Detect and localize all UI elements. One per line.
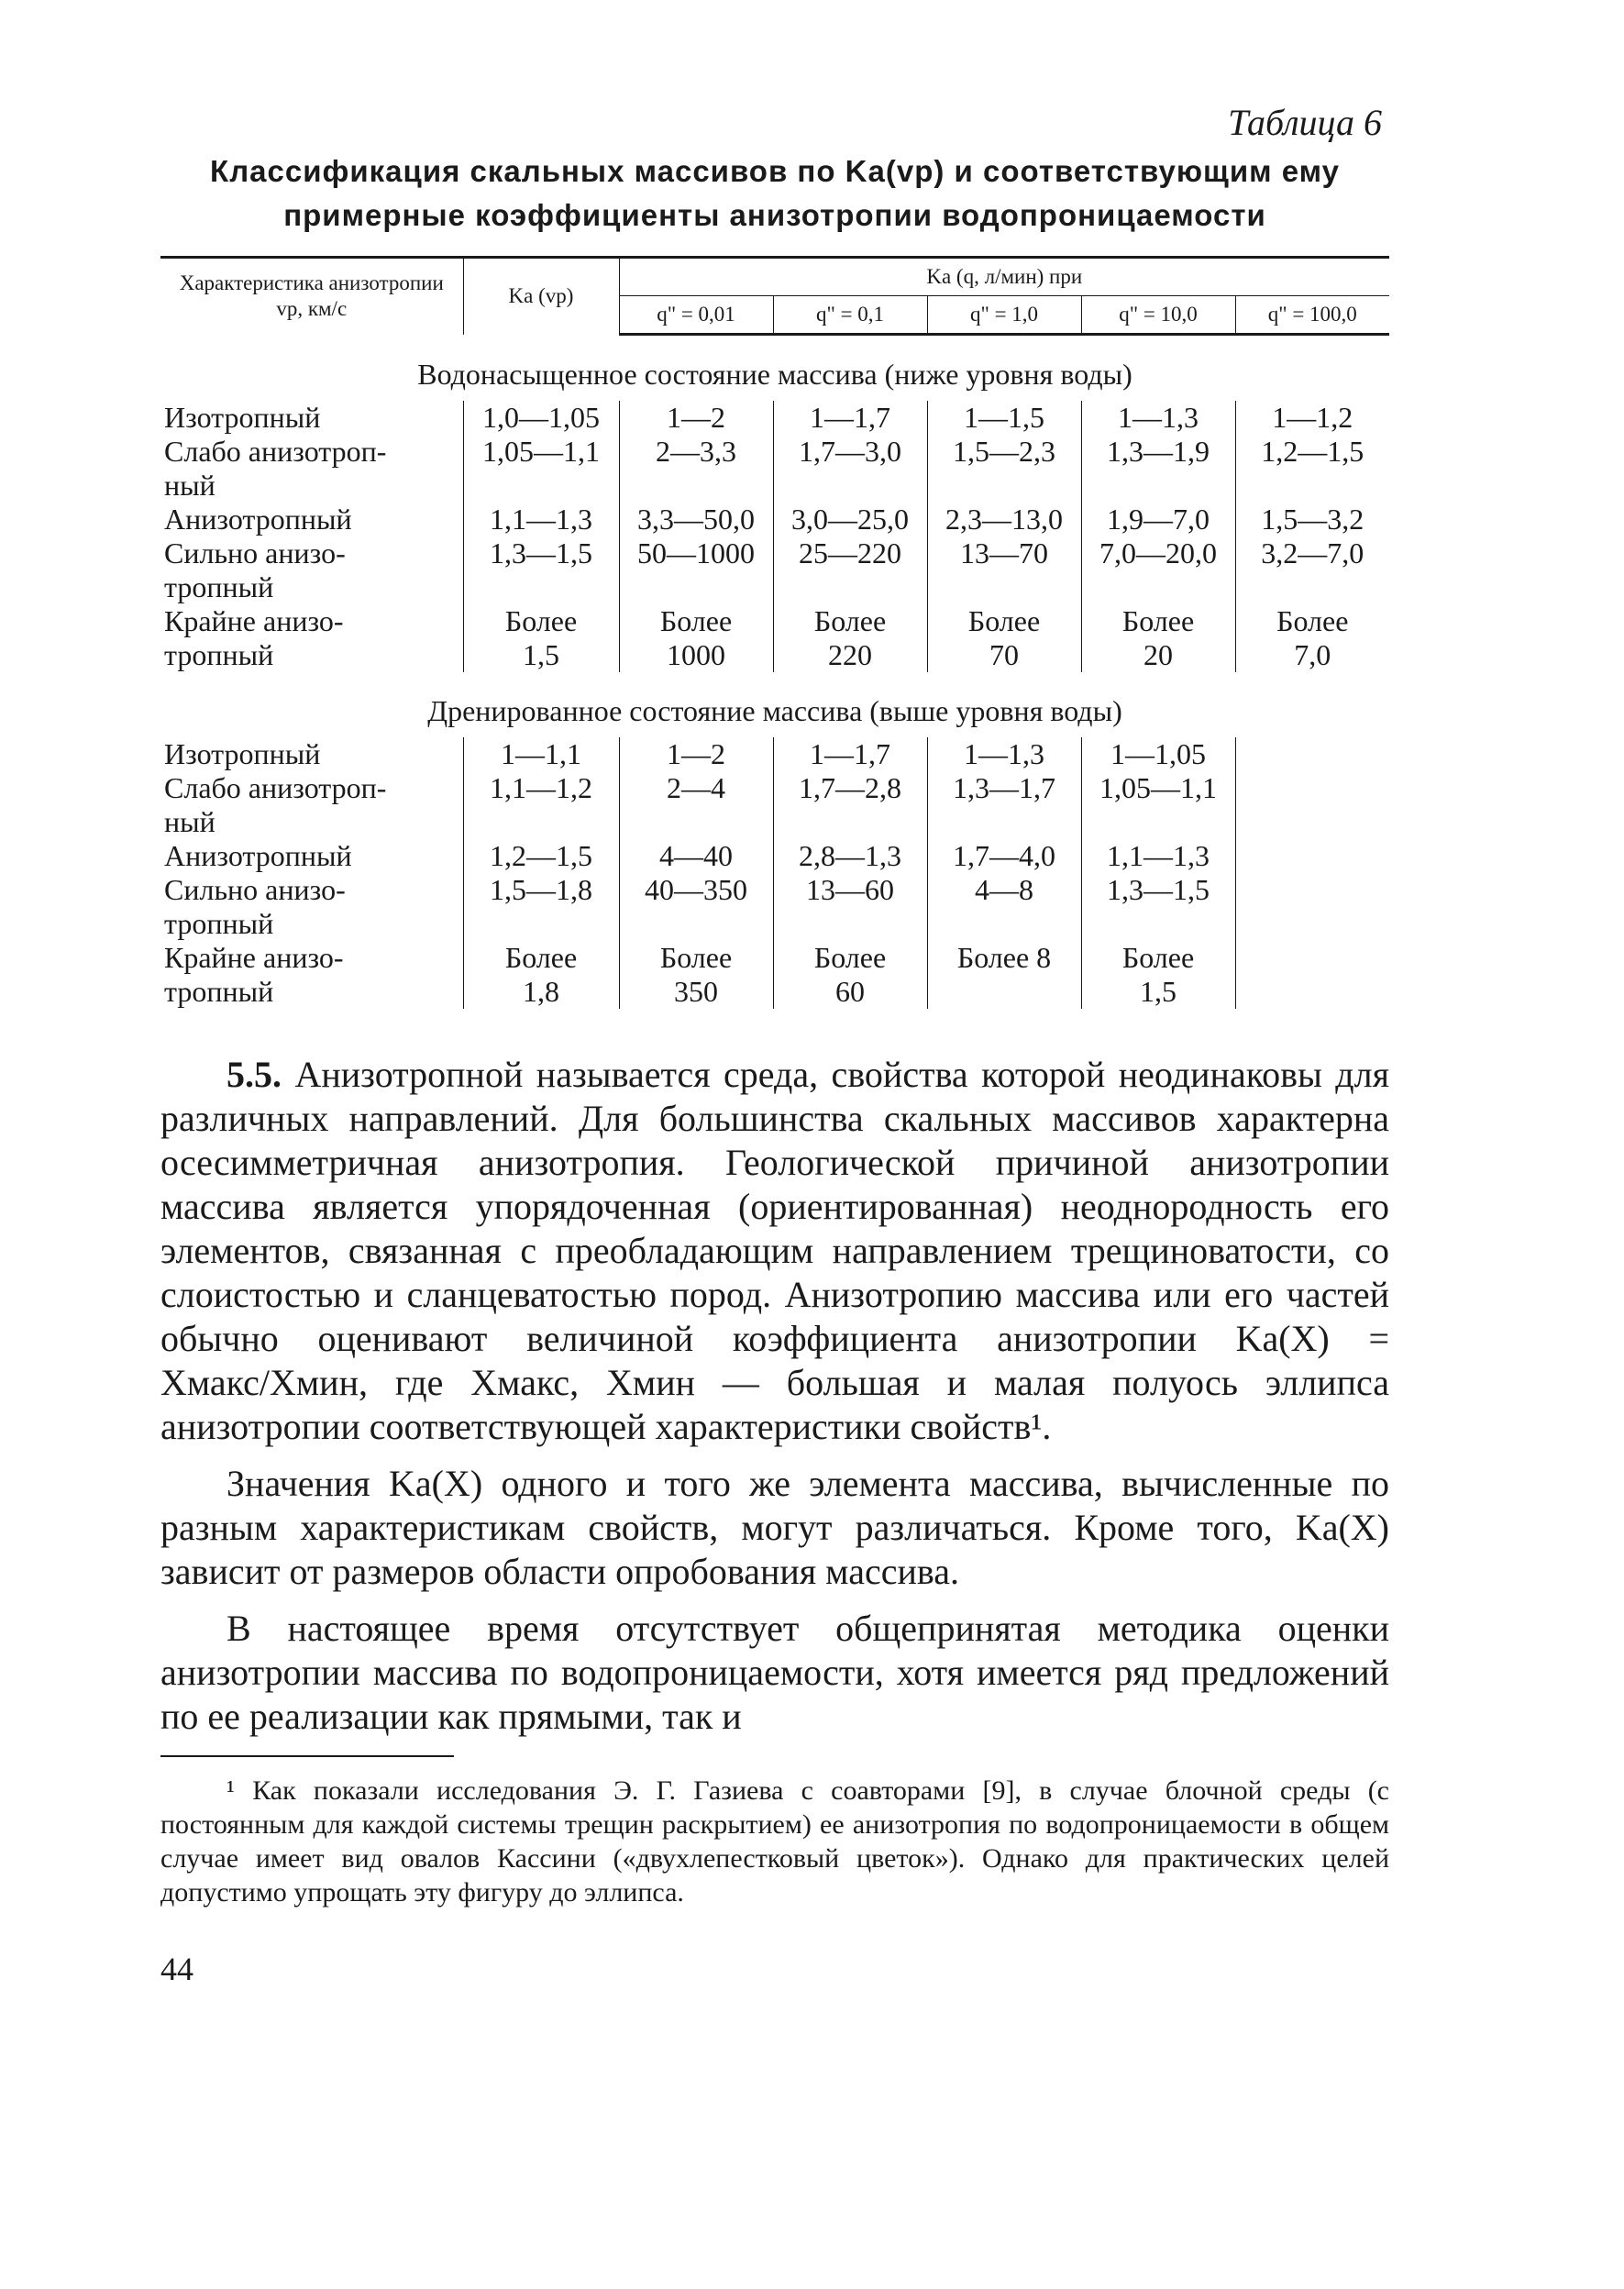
header-ka-vp: Ka (vp) — [463, 258, 619, 335]
value-cell — [773, 503, 927, 536]
cell-line: 1,1—1,3 — [490, 503, 592, 536]
book-page — [160, 101, 1389, 1988]
row-label: Сильно анизо- — [164, 873, 346, 906]
cell-line: Более — [1121, 604, 1195, 637]
value-cell — [463, 873, 619, 941]
value-cell — [463, 604, 619, 672]
value-cell — [619, 941, 773, 1009]
value-cell — [1235, 941, 1389, 1009]
anisotropy-table — [160, 256, 1389, 1009]
cell-line: 2—3,3 — [656, 435, 736, 468]
section-title: Дренированное состояние массива (выше уровня воды) — [427, 694, 1122, 727]
value-cell — [1081, 941, 1235, 1009]
cell-line: 220 — [828, 638, 872, 671]
cell-line: 2,8—1,3 — [799, 839, 901, 872]
value-cell — [927, 839, 1081, 873]
cell-line: 7,0—20,0 — [1099, 536, 1217, 569]
cell-line: 1,3—1,5 — [1107, 873, 1210, 906]
cell-line: 1,0—1,05 — [482, 401, 600, 434]
section-title-row — [160, 335, 1389, 402]
value-cell — [1235, 401, 1389, 435]
value-cell — [1081, 503, 1235, 536]
cell-line: 1—2 — [667, 737, 725, 770]
value-cell — [619, 401, 773, 435]
table-row — [160, 941, 1389, 975]
value-cell — [927, 737, 1081, 771]
cell-line: Более — [504, 941, 578, 974]
value-cell — [927, 604, 1081, 672]
header-q-01: q" = 0,1 — [773, 296, 927, 335]
cell-line: 70 — [989, 638, 1019, 671]
cell-line: 1,2—1,5 — [1261, 435, 1364, 468]
value-cell — [927, 771, 1081, 839]
cell-line: 13—70 — [960, 536, 1048, 569]
value-cell — [619, 435, 773, 503]
table-row — [160, 839, 1389, 873]
cell-line: 1,5 — [523, 638, 559, 671]
cell-line: 2,3—13,0 — [945, 503, 1063, 536]
value-cell — [773, 941, 927, 1009]
value-cell — [463, 503, 619, 536]
value-cell — [1235, 435, 1389, 503]
value-cell — [619, 771, 773, 839]
cell-line: 7,0 — [1294, 638, 1331, 671]
value-cell — [463, 536, 619, 604]
cell-line: Более — [813, 604, 887, 637]
cell-line: 20 — [1143, 638, 1173, 671]
value-cell — [773, 737, 927, 771]
table-caption: Классификация скальных массивов по Ka(vp) и соответствующим ему примерные коэффициенты анизотропии водопроницаемости — [210, 154, 1340, 232]
cell-line: 1—1,7 — [810, 401, 890, 434]
row-label: тропный — [164, 638, 274, 671]
cell-line: 40—350 — [645, 873, 747, 906]
value-cell — [463, 839, 619, 873]
cell-line: Более — [967, 604, 1041, 637]
value-cell — [927, 435, 1081, 503]
cell-line: Более — [1276, 604, 1349, 637]
paragraph-3: В настоящее время отсутствует общепринятая методика оценки анизотропии массива по водопроницаемости, хотя имеется ряд предложений по ее реализации как прямыми, так и — [160, 1608, 1389, 1737]
table-row — [160, 536, 1389, 570]
value-cell — [773, 536, 927, 604]
row-label: Анизотропный — [164, 839, 352, 872]
value-cell — [1235, 503, 1389, 536]
cell-line: 1,5 — [1140, 975, 1177, 1008]
value-cell — [773, 401, 927, 435]
cell-line: Более — [1121, 941, 1195, 974]
cell-line: 1,3—1,5 — [490, 536, 592, 569]
value-cell — [1235, 873, 1389, 941]
cell-line: 2—4 — [667, 771, 725, 804]
row-label: Слабо анизотроп- — [164, 435, 387, 468]
cell-line: Более — [659, 604, 733, 637]
header-ka-q-group: Ka (q, л/мин) при — [619, 258, 1389, 296]
value-cell — [463, 941, 619, 1009]
value-cell — [619, 503, 773, 536]
page-number: 44 — [160, 1951, 193, 1987]
cell-line: 1—1,5 — [964, 401, 1044, 434]
value-cell — [619, 536, 773, 604]
value-cell — [1235, 839, 1389, 873]
header-q-001: q" = 0,01 — [619, 296, 773, 335]
cell-line: 1,3—1,9 — [1107, 435, 1210, 468]
table-label: Таблица 6 — [1228, 102, 1382, 143]
cell-line: 3,2—7,0 — [1261, 536, 1364, 569]
footnote-divider — [160, 1755, 454, 1757]
section-title-row — [160, 672, 1389, 737]
value-cell — [1081, 435, 1235, 503]
table-row — [160, 503, 1389, 536]
cell-line: 1,5—1,8 — [490, 873, 592, 906]
value-cell — [619, 873, 773, 941]
value-cell — [1235, 771, 1389, 839]
value-cell — [1081, 536, 1235, 604]
cell-line: 1—2 — [667, 401, 725, 434]
value-cell — [927, 401, 1081, 435]
row-label: Крайне анизо- — [164, 604, 344, 637]
paragraph-2: Значения Ka(X) одного и того же элемента массива, вычисленные по разным характеристикам свойств, могут различаться. Кроме того, Ka(X) зависит от размеров области опробования массива. — [160, 1463, 1389, 1592]
cell-line: 1,5—2,3 — [953, 435, 1055, 468]
value-cell — [773, 839, 927, 873]
row-label: тропный — [164, 975, 274, 1008]
paragraph-1-text: Анизотропной называется среда, свойства которой неодинаковы для различных направлений. Для большинства скальных массивов характерна осесимметричная анизотропия. Геологической причиной анизотропии массива является упорядоченная (ориентированная) неоднородность его элементов, связанная с преобладающим направлением трещиноватости, со слоистостью и сланцеватостью пород. Анизотропию массива или его частей обычно оценивают величиной коэффициента анизотропии Ka(X) = Xмакс/Xмин, где Xмакс, Xмин — большая и малая полуось эллипса анизотропии соответствующей характеристики свойств¹. — [160, 1054, 1390, 1447]
cell-line: 1—1,2 — [1272, 401, 1353, 434]
cell-line: 13—60 — [806, 873, 894, 906]
value-cell — [1235, 737, 1389, 771]
header-q-100: q" = 10,0 — [1081, 296, 1235, 335]
cell-line: Более — [659, 941, 733, 974]
table-row — [160, 873, 1389, 907]
table-row — [160, 401, 1389, 435]
cell-line: 1—1,7 — [810, 737, 890, 770]
cell-line: 1,9—7,0 — [1107, 503, 1210, 536]
row-label: Изотропный — [164, 737, 321, 770]
section-title: Водонасыщенное состояние массива (ниже уровня воды) — [417, 358, 1132, 391]
value-cell — [463, 771, 619, 839]
value-cell — [773, 604, 927, 672]
cell-line: 1,1—1,3 — [1107, 839, 1210, 872]
row-label: Сильно анизо- — [164, 536, 346, 569]
cell-line: 1,3—1,7 — [953, 771, 1055, 804]
row-label: ный — [164, 805, 215, 838]
cell-line: 1,2—1,5 — [490, 839, 592, 872]
value-cell — [1235, 604, 1389, 672]
cell-line: 1000 — [667, 638, 725, 671]
row-label: Слабо анизотроп- — [164, 771, 387, 804]
footnote: ¹ Как показали исследования Э. Г. Газиева с соавторами [9], в случае блочной среды (с постоянным для каждой системы трещин раскрытием) ее анизотропия по водопроницаемости в общем случае имеет вид овалов Кассини («двухлепестковый цветок»). Однако для практических целей допустимо упрощать эту фигуру до эллипса. — [160, 1775, 1389, 1908]
table-row — [160, 771, 1389, 805]
header-characteristic: Характеристика анизотропии vp, км/с — [160, 258, 463, 335]
value-cell — [463, 435, 619, 503]
table-body — [160, 335, 1389, 1010]
cell-line: 50—1000 — [637, 536, 755, 569]
value-cell — [463, 401, 619, 435]
value-cell — [927, 873, 1081, 941]
value-cell — [619, 604, 773, 672]
cell-line: 4—40 — [659, 839, 733, 872]
value-cell — [927, 941, 1081, 1009]
cell-line: 1,7—4,0 — [953, 839, 1055, 872]
value-cell — [927, 503, 1081, 536]
row-label: Изотропный — [164, 401, 321, 434]
cell-line: 25—220 — [799, 536, 901, 569]
value-cell — [1081, 839, 1235, 873]
cell-line: Более 8 — [956, 941, 1052, 974]
cell-line: 350 — [674, 975, 718, 1008]
value-cell — [1081, 771, 1235, 839]
value-cell — [463, 737, 619, 771]
cell-line: 60 — [835, 975, 865, 1008]
row-label: тропный — [164, 907, 274, 940]
value-cell — [1081, 737, 1235, 771]
cell-line: 1,7—2,8 — [799, 771, 901, 804]
value-cell — [1081, 401, 1235, 435]
value-cell — [619, 839, 773, 873]
row-label: Крайне анизо- — [164, 941, 344, 974]
value-cell — [773, 435, 927, 503]
cell-line: 1,1—1,2 — [490, 771, 592, 804]
value-cell — [1081, 604, 1235, 672]
cell-line: Более — [813, 941, 887, 974]
value-cell — [773, 771, 927, 839]
cell-line: 1,05—1,1 — [482, 435, 600, 468]
cell-line: 1,05—1,1 — [1099, 771, 1217, 804]
body-text — [160, 1053, 1389, 1739]
section-number: 5.5. — [226, 1054, 282, 1095]
cell-line: 1,7—3,0 — [799, 435, 901, 468]
cell-line: 1—1,1 — [501, 737, 581, 770]
row-label: тропный — [164, 570, 274, 603]
cell-line: 1,8 — [523, 975, 559, 1008]
cell-line: 1—1,05 — [1110, 737, 1206, 770]
cell-line: 3,3—50,0 — [637, 503, 755, 536]
table-row — [160, 737, 1389, 771]
cell-line: 1,5—3,2 — [1261, 503, 1364, 536]
row-label: Анизотропный — [164, 503, 352, 536]
value-cell — [927, 536, 1081, 604]
value-cell — [1235, 536, 1389, 604]
value-cell — [1081, 873, 1235, 941]
header-q-10: q" = 1,0 — [927, 296, 1081, 335]
value-cell — [773, 873, 927, 941]
table-row — [160, 604, 1389, 638]
cell-line: Более — [504, 604, 578, 637]
cell-line: 1—1,3 — [964, 737, 1044, 770]
cell-line: 4—8 — [975, 873, 1033, 906]
cell-line: 3,0—25,0 — [791, 503, 909, 536]
paragraph-1 — [160, 1053, 1389, 1449]
cell-line: 1—1,3 — [1118, 401, 1199, 434]
value-cell — [619, 737, 773, 771]
table-row — [160, 435, 1389, 469]
row-label: ный — [164, 469, 215, 502]
header-q-1000: q" = 100,0 — [1235, 296, 1389, 335]
